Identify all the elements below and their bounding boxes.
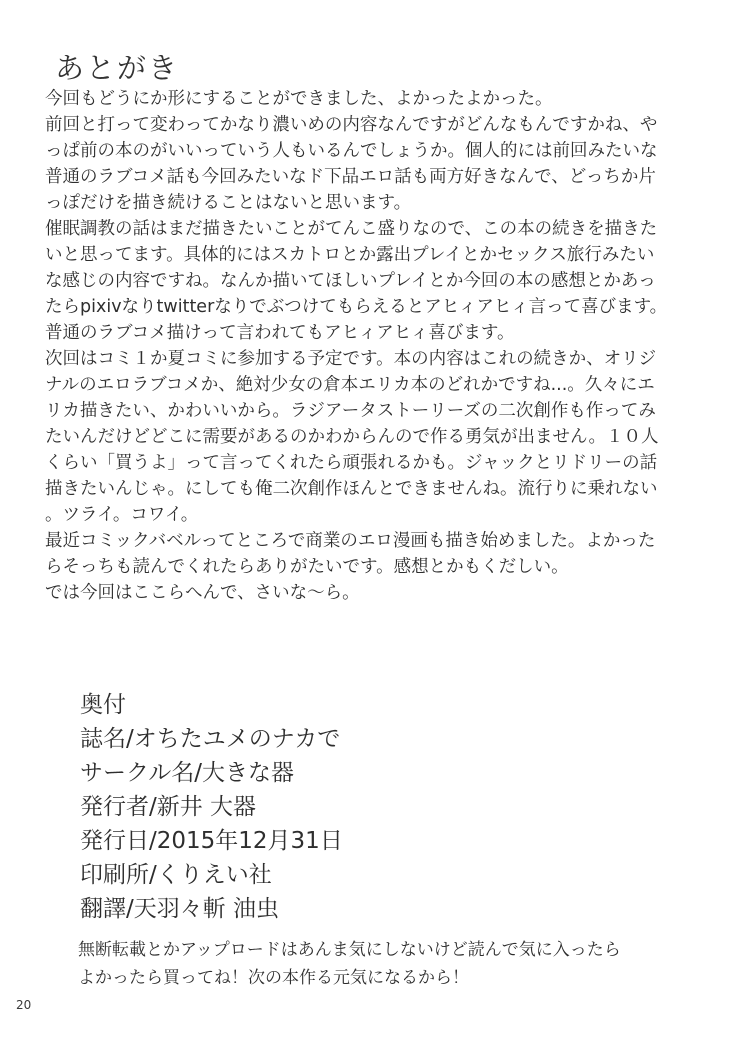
colophon-lines: [80, 722, 343, 926]
colophon-line: 発行者/新井 大器: [80, 794, 257, 820]
afterword-line: 催眠調教の話はまだ描きたいことがてんこ盛りなので、この本の続きを描きた: [45, 219, 658, 239]
colophon-line: 発行日/2015年12月31日: [80, 828, 343, 854]
afterword-line: たいんだけどどこに需要があるのかわからんので作る勇気が出ません。１０人: [45, 427, 659, 447]
afterword-line: 前回と打って変わってかなり濃いめの内容なんですがどんなもんですかね、や: [45, 115, 658, 135]
afterword-line: くらい「買うよ」って言ってくれたら頑張れるかも。ジャックとリドリーの話: [45, 453, 658, 473]
afterword-line: な感じの内容ですね。なんか描いてほしいプレイとか今回の本の感想とかあっ: [45, 271, 656, 291]
afterword-line: っぽだけを描き続けることはないと思います。: [45, 193, 412, 213]
afterword-line: では今回はここらへんで、さいな～ら。: [45, 583, 360, 603]
page-number: 20: [16, 998, 32, 1012]
afterword-line: たらpixivなりtwitterなりでぶつけてもらえるとアヒィアヒィ言って喜びます。: [45, 297, 668, 317]
afterword-line: 普通のラブコメ話も今回みたいなド下品エロ話も両方好きなんで、どっちか片: [45, 167, 656, 187]
afterword-line: 今回もどうにか形にすることができました、よかったよかった。: [45, 89, 553, 109]
colophon-line: 誌名/オちたユメのナカで: [80, 726, 341, 752]
colophon-line: サークル名/大きな器: [80, 760, 295, 786]
afterword-line: リカ描きたい、かわいいから。ラジアータストーリーズの二次創作も作ってみ: [45, 401, 656, 421]
page-title: あとがき: [55, 51, 180, 85]
afterword-text: [45, 86, 705, 606]
afterword-line: ナルのエロラブコメか、絶対少女の倉本エリカ本のどれかですね...。久々にエ: [45, 375, 655, 395]
colophon: [80, 688, 343, 926]
colophon-line: 翻譯/天羽々斬 油虫: [80, 896, 280, 922]
afterword-line: いと思ってます。具体的にはスカトロとか露出プレイとかセックス旅行みたい: [45, 245, 655, 265]
afterword-line: 描きたいんじゃ。にしても俺二次創作ほんとできませんね。流行りに乗れない: [45, 479, 658, 499]
afterword-line: 次回はコミ１か夏コミに参加する予定です。本の内容はこれの続きか、オリジ: [45, 349, 657, 369]
colophon-heading: 奥付: [80, 692, 126, 718]
afterword-line: 最近コミックバベルってところで商業のエロ漫画も描き始めました。よかった: [45, 531, 656, 551]
afterword-line: らそっちも読んでくれたらありがたいです。感想とかもくだしい。: [45, 557, 569, 577]
afterword-line: っぱ前の本のがいいっていう人もいるんでしょうか。個人的には前回みたいな: [45, 141, 658, 161]
afterword-line: 普通のラブコメ描けって言われてもアヒィアヒィ喜びます。: [45, 323, 515, 343]
notice-line: 無断転載とかアップロードはあんま気にしないけど読んで気に入ったら: [78, 940, 621, 960]
afterword-line: 。ツライ。コワイ。: [45, 505, 199, 525]
notice-line: よかったら買ってね！次の本作る元気になるから！: [78, 968, 469, 988]
colophon-line: 印刷所/くりえい社: [80, 862, 272, 888]
reprint-notice: [78, 936, 621, 992]
